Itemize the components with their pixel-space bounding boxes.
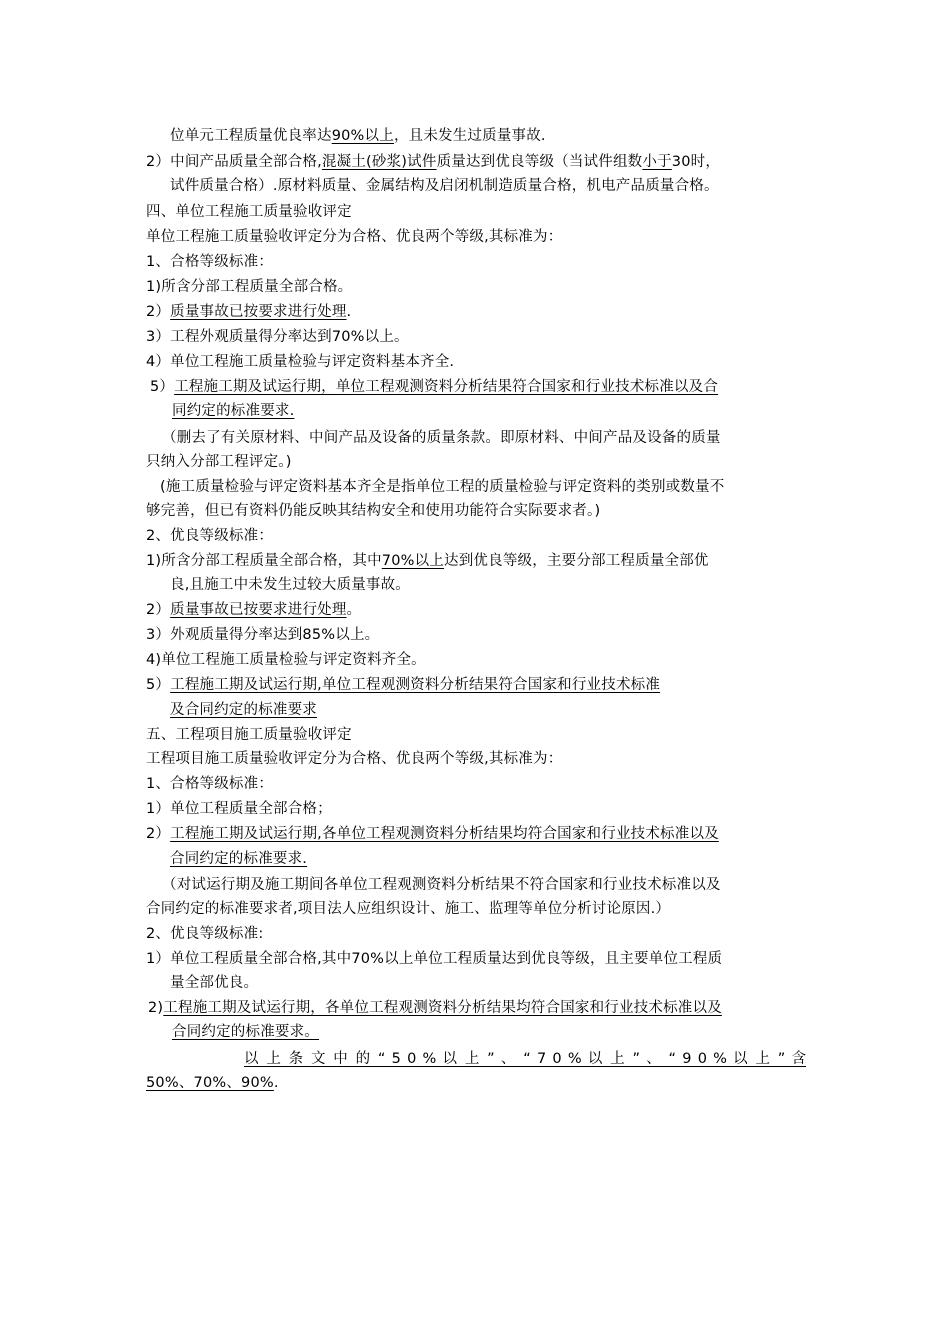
text-span: 2） — [146, 304, 171, 320]
underlined-text: 合同约定的标准要求. — [170, 851, 308, 867]
section-heading: 五、工程项目施工质量验收评定 — [146, 727, 352, 743]
subsection-heading: 1、合格等级标准： — [146, 776, 274, 792]
list-item: 3）工程外观质量得分率达到70%以上。 — [146, 329, 409, 345]
note-line: 合同约定的标准要求者,项目法人应组织设计、施工、监理等单位分析讨论原因.） — [146, 901, 671, 917]
underlined-text: 同约定的标准要求. — [172, 403, 295, 419]
text-span: 2）中间产品质量全部合格, — [146, 154, 322, 170]
text-span: 2） — [146, 602, 171, 618]
underlined-text: 70%以上 — [381, 553, 445, 569]
text-span: 达到优良等级，主要分部工程质量全部优 — [444, 553, 709, 569]
note-line: 只纳入分部工程评定。) — [146, 454, 292, 470]
list-item — [150, 377, 718, 397]
list-item: 1）单位工程质量全部合格； — [146, 801, 332, 817]
text-span: 以 上 条 文 中 的 “ 5 0 % 以 上 ” 、 “ 7 0 % 以 上 ” 、 “ 9 0 % 以 上 ” 含 — [244, 1051, 806, 1067]
text-line — [146, 152, 720, 172]
subsection-heading: 1、合格等级标准： — [146, 254, 274, 270]
underlined-text: 工程施工期及试运行期，各单位工程观测资料分析结果均符合国家和行业技术标准以及 — [163, 1000, 722, 1016]
list-item: 1）单位工程质量全部合格,其中70%以上单位工程质量达到优良等级，且主要单位工程质 — [146, 951, 723, 967]
underlined-text: 质量事故已按要求进行处理 — [170, 304, 347, 320]
text-line: 量全部优良。 — [170, 975, 259, 991]
underlined-text: 混凝土(砂浆)试件 — [321, 154, 437, 170]
text-line: 单位工程施工质量验收评定分为合格、优良两个等级,其标准为： — [146, 229, 563, 245]
text-span: 1)所含分部工程质量全部合格，其中 — [146, 553, 382, 569]
underlined-text: 90%以上 — [331, 128, 394, 144]
list-item — [146, 551, 709, 571]
subsection-heading: 2、优良等级标准: — [146, 926, 264, 942]
list-item — [148, 998, 722, 1018]
text-span: 2） — [146, 826, 171, 842]
list-item: 3）外观质量得分率达到85%以上。 — [146, 627, 380, 643]
text-span: ，且未发生过质量事故. — [393, 128, 546, 144]
list-item: 4)单位工程施工质量检验与评定资料齐全。 — [146, 652, 426, 668]
note-line: （删去了有关原材料、中间产品及设备的质量条款。即原材料、中间产品及设备的质量 — [162, 430, 721, 446]
underlined-text — [244, 1049, 806, 1069]
section-heading: 四、单位工程施工质量验收评定 — [146, 204, 352, 220]
text-span: 位单元工程质量优良率达 — [170, 128, 332, 144]
underlined-text: 工程施工期及试运行期，单位工程观测资料分析结果符合国家和行业技术标准以及合 — [174, 379, 719, 395]
text-line — [170, 126, 546, 146]
text-span: 5） — [150, 379, 175, 395]
text-span: . — [346, 304, 352, 320]
list-item — [146, 675, 660, 695]
text-line: 试件质量合格）.原材料质量、金属结构及启闭机制造质量合格，机电产品质量合格。 — [170, 178, 719, 194]
list-item: 1)所含分部工程质量全部合格。 — [146, 279, 353, 295]
note-line: (施工质量检验与评定资料基本齐全是指单位工程的质量检验与评定资料的类别或数量不 — [160, 479, 725, 495]
note-line: （对试运行期及施工期间各单位工程观测资料分析结果不符合国家和行业技术标准以及 — [162, 877, 721, 893]
text-span: 2) — [148, 1000, 164, 1016]
text-span: 5） — [146, 677, 171, 693]
underlined-text: 合同约定的标准要求。 — [172, 1024, 319, 1040]
list-item: 4）单位工程施工质量检验与评定资料基本齐全. — [146, 354, 455, 370]
text-line: 工程项目施工质量验收评定分为合格、优良两个等级,其标准为： — [146, 751, 563, 767]
note-line: 够完善，但已有资料仍能反映其结构安全和使用功能符合实际要求者。) — [146, 503, 601, 519]
text-span: 30时， — [671, 154, 721, 170]
text-line: 良,且施工中未发生过较大质量事故。 — [170, 577, 411, 593]
text-span: . — [273, 1075, 279, 1091]
text-line — [146, 1073, 279, 1093]
text-span: 。 — [346, 602, 362, 618]
underlined-text: 50%、70%、90% — [146, 1075, 274, 1091]
underlined-text: 及合同约定的标准要求 — [170, 702, 317, 718]
underlined-text: 工程施工期及试运行期,单位工程观测资料分析结果符合国家和行业技术标准 — [170, 677, 661, 693]
text-span: 质量达到优良等级（当试件组数 — [436, 154, 643, 170]
underlined-text: 质量事故已按要求进行处理 — [170, 602, 347, 618]
underlined-text: 工程施工期及试运行期,各单位工程观测资料分析结果均符合国家和行业技术标准以及 — [170, 826, 719, 842]
underlined-text: 小于 — [642, 154, 672, 170]
list-item — [146, 600, 361, 620]
list-item — [146, 824, 719, 844]
subsection-heading: 2、优良等级标准： — [146, 528, 274, 544]
list-item — [146, 302, 351, 322]
